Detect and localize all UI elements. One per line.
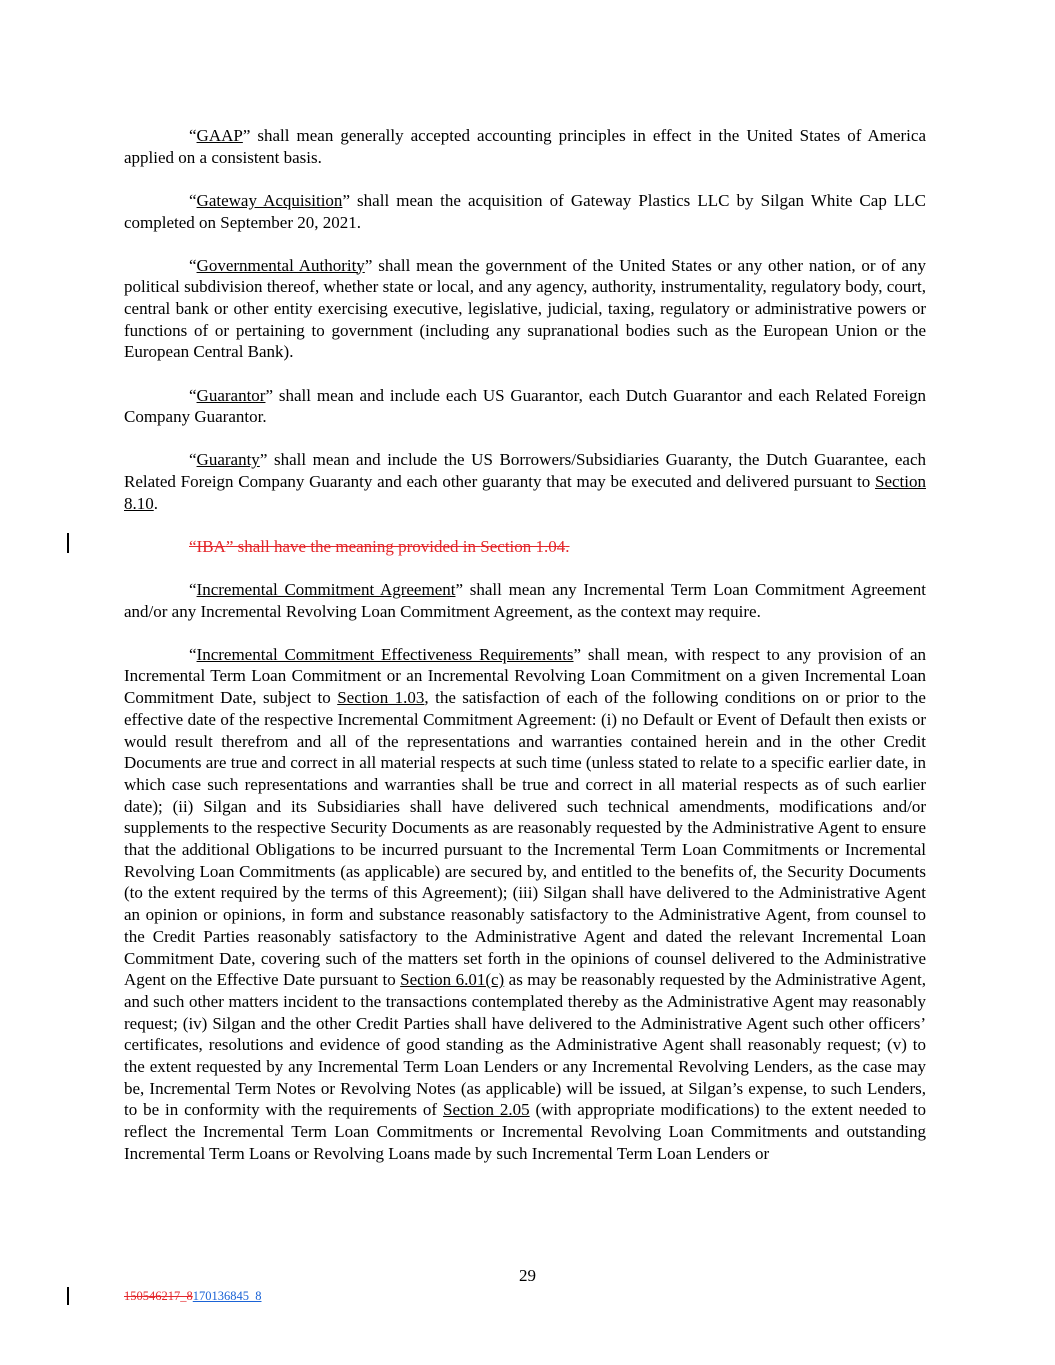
definition-guarantor: “Guarantor” shall mean and include each US Guarantor, each Dutch Guarantor and each Related Foreign Company Guarantor. — [124, 385, 926, 427]
section-reference: Section 1.04 — [480, 536, 566, 556]
revision-bar-footer — [67, 1287, 69, 1305]
definition-governmental-authority: “Governmental Authority” shall mean the government of the United States or any other nation, or of any political subdivision thereof, whether state or local, and any agency, authority, instrumentality, regulatory body, court, central bank or other entity exercising executive, legislative, judicial, taxing, regulatory or administrative powers or functions of or pertaining to government (including any supranational bodies such as the European Union or the European Central Bank). — [124, 255, 926, 362]
defined-term: Guarantor — [196, 385, 266, 405]
definition-gaap: “GAAP” shall mean generally accepted accounting principles in effect in the United States of America applied on a consistent basis. — [124, 126, 926, 167]
section-reference: Section 2.05 — [442, 1100, 530, 1120]
definition-incremental-commitment-agreement: “Incremental Commitment Agreement” shall mean any Incremental Term Loan Commitment Agreement and/or any Incremental Revolving Loan Commitment Agreement, as the context may require. — [124, 579, 927, 621]
defined-term: Incremental Commitment Agreement — [196, 579, 456, 599]
definition-incremental-commitment-effectiveness-requirements: “Incremental Commitment Effectiveness Requirements” shall mean, with respect to any provision of an Incremental Term Loan Commitment or an Incremental Revolving Loan Commitment on a given Incremental Loan Commitment Date, subject to Section 1.03, the satisfaction of each of the following conditions on or prior to the effective date of the respective Incremental Commitment Agreement: (i) no Default or Event of Default then exists or would result therefrom and all of the representations and warranties contained herein and in the other Credit Documents are true and correct in all material respects at such time (unless stated to relate to a specific earlier date, in which case such representations and warranties shall be true and correct in all material respects as of such earlier date); (ii) Silgan and its Subsidiaries shall have delivered such technical amendments, modifications and/or supplements to the respective Security Documents as are reasonably requested by the Administrative Agent to ensure that the additional Obligations to be incurred pursuant to the Incremental Term Loan Commitments or Incremental Revolving Loan Commitments (as applicable) are secured by, and entitled to the benefits of, the Security Documents (to the extent required by the terms of this Agreement); (iii) Silgan shall have delivered to the Administrative Agent an opinion or opinions, in form and substance reasonably satisfactory to the Administrative Agent, from counsel to the Credit Parties reasonably satisfactory to the Administrative Agent and dated the relevant Incremental Loan Commitment Date, covering such of the matters set forth in the opinions of counsel delivered to the Administrative Agent on the Effective Date pursuant to Section 6.01(c) as may be reasonably requested by the Administrative Agent, and such other matters incident to the transactions contemplated thereby as the Administrative Agent may reasonably request; (iv) Silgan and the other Credit Parties shall have delivered to the Administrative Agent such other officers’ certificates, resolutions and evidence of good standing as the Administrative Agent shall reasonably request; (v) to the extent requested by any Incremental Term Loan Lenders or any Incremental Revolving Lenders, as the case may be, Incremental Term Notes or Revolving Notes (as applicable) will be issued, at Silgan’s expense, to such Lenders, to be in conformity with the requirements of Section 2.05 (with appropriate modifications) to the extent needed to reflect the Incremental Term Loan Commitments or Incremental Revolving Loan Commitments and outstanding Incremental Term Loans or Revolving Loans made by such Incremental Term Loan Lenders or — [124, 644, 927, 1163]
page-number: 29 — [519, 1266, 536, 1285]
definition-guaranty: “Guaranty” shall mean and include the US Borrowers/Subsidiaries Guaranty, the Dutch Guarantee, each Related Foreign Company Guaranty and each other guaranty that may be executed and delivered pursuant to Section 8.10. — [124, 450, 926, 513]
defined-term: GAAP — [196, 126, 243, 145]
document-id-deleted: 150546217_8 — [124, 1289, 193, 1303]
document-id — [124, 1289, 262, 1304]
defined-term: Incremental Commitment Effectiveness Requirements — [196, 644, 574, 664]
definition-gateway-acquisition: “Gateway Acquisition” shall mean the acquisition of Gateway Plastics LLC by Silgan White Cap LLC completed on September 20, 2021. — [124, 190, 926, 232]
defined-term: Guaranty — [196, 450, 260, 470]
definition-iba-deleted: “IBA” shall have the meaning provided in Section 1.04. — [189, 536, 570, 556]
section-reference: Section 6.01(c) — [400, 970, 505, 990]
defined-term: Governmental Authority — [196, 255, 365, 275]
revision-bar-iba — [67, 533, 69, 553]
section-reference: Section 8.10 — [124, 472, 926, 513]
document-id-inserted: 170136845_8 — [192, 1289, 262, 1303]
document-body — [124, 125, 926, 1165]
section-reference: Section 1.03 — [337, 688, 425, 708]
defined-term: IBA — [196, 536, 226, 556]
defined-term: Gateway Acquisition — [196, 190, 343, 210]
